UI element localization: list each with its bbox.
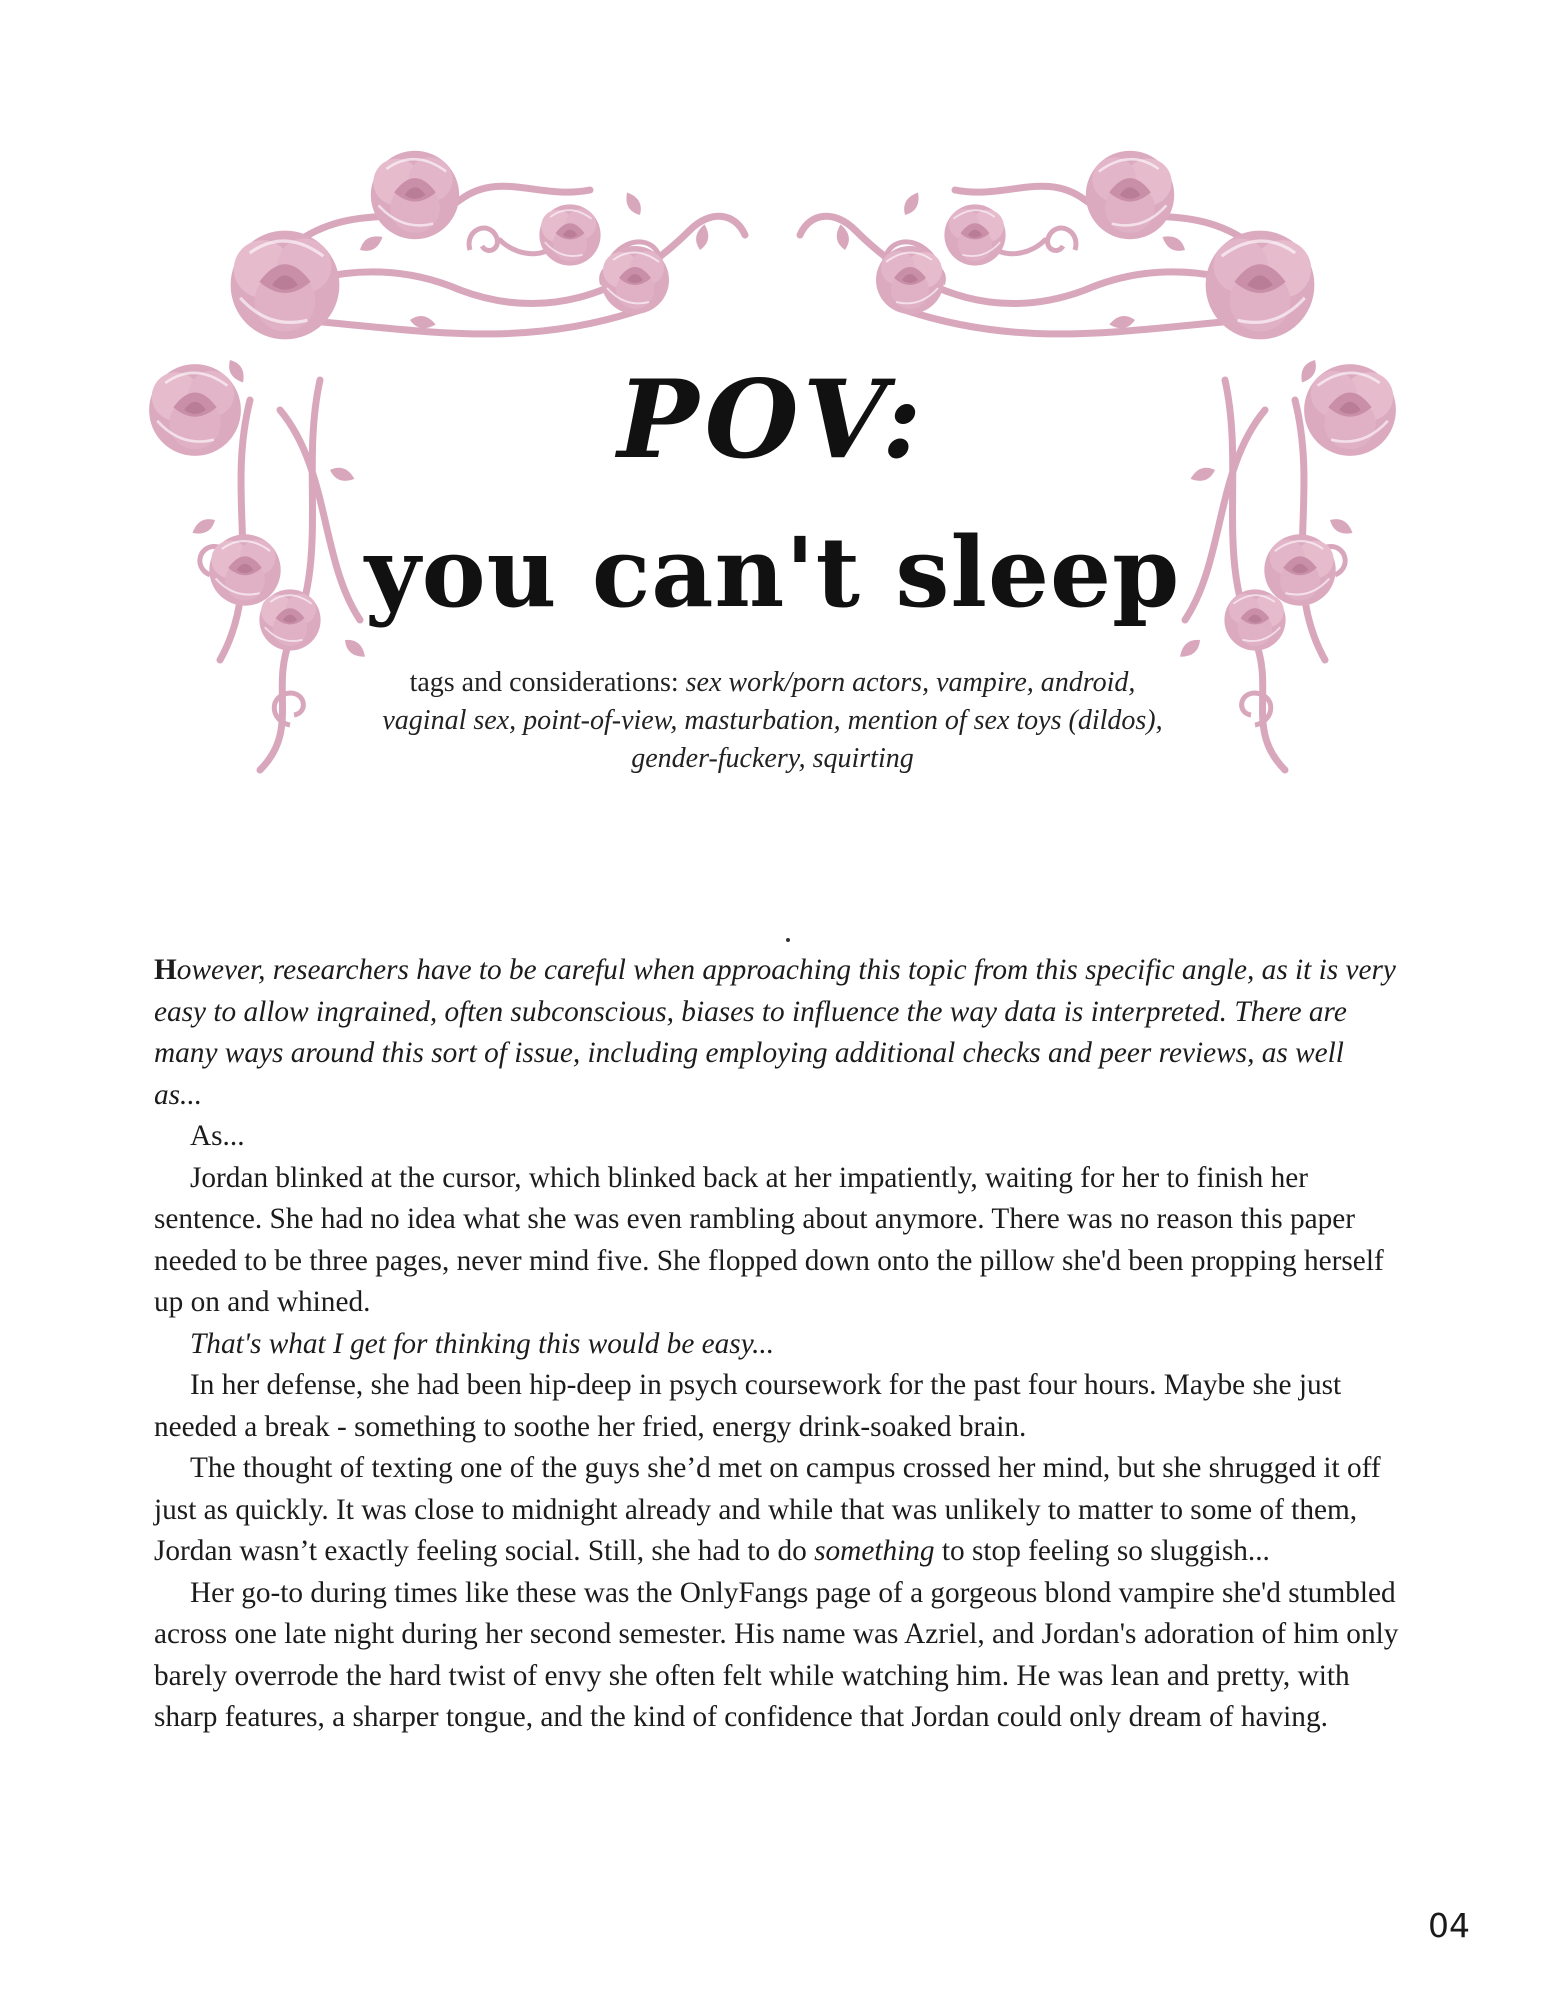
story-paragraph: As... bbox=[190, 1120, 245, 1152]
opening-paragraph bbox=[154, 950, 1399, 1116]
decorative-dot bbox=[786, 938, 790, 942]
story-paragraph bbox=[154, 1448, 1399, 1573]
paragraph-text: The thought of texting one of the guys she’d met on campus crossed her mind, but she shrugged it off just as quickly. It was close to midnight already and while that was unlikely to matter to some of them, Jordan wasn’t exactly feeling social. Still, she had to do bbox=[154, 1452, 1381, 1567]
page-number: 04 bbox=[1428, 1906, 1470, 1945]
paragraph-text: to stop feeling so sluggish... bbox=[934, 1535, 1270, 1567]
tags-list: sex work/porn actors, vampire, android, vaginal sex, point-of-view, masturbation, mention of sex toys (dildos), gender-fuckery, squirting bbox=[382, 667, 1163, 774]
opening-text: owever, researchers have to be careful when approaching this topic from this specific angle, as it is very easy to allow ingrained, often subconscious, biases to influence the way data is interpreted. There are many ways around this sort of issue, including employing additional checks and peer reviews, as well as... bbox=[154, 954, 1396, 1111]
tags-and-considerations bbox=[380, 664, 1165, 778]
story-paragraph: Her go-to during times like these was the OnlyFangs page of a gorgeous blond vampire she'd stumbled across one late night during her second semester. His name was Azriel, and Jordan's adoration of him only barely overrode the hard twist of envy she often felt while watching him. He was lean and pretty, with sharp features, a sharper tongue, and the kind of confidence that Jordan could only dream of having. bbox=[154, 1576, 1399, 1733]
story-paragraph: Jordan blinked at the cursor, which blinked back at her impatiently, waiting for her to finish her sentence. She had no idea what she was even rambling about anymore. There was no reason this paper needed to be three pages, never mind five. She flopped down onto the pillow she'd been propping herself up on and whined. bbox=[154, 1161, 1384, 1318]
story-paragraph bbox=[154, 1324, 1399, 1366]
page-subtitle: you can't sleep bbox=[364, 516, 1181, 629]
drop-cap: H bbox=[154, 954, 177, 986]
tags-label: tags and considerations: bbox=[409, 667, 679, 698]
page-title: POV: bbox=[617, 357, 928, 483]
story-body bbox=[154, 950, 1399, 1739]
inner-thought: That's what I get for thinking this would be easy... bbox=[190, 1327, 775, 1360]
story-paragraph: In her defense, she had been hip-deep in psych coursework for the past four hours. Maybe she just needed a break - something to soothe her fried, energy drink-soaked brain. bbox=[154, 1369, 1342, 1443]
emphasis-text: something bbox=[814, 1535, 935, 1567]
